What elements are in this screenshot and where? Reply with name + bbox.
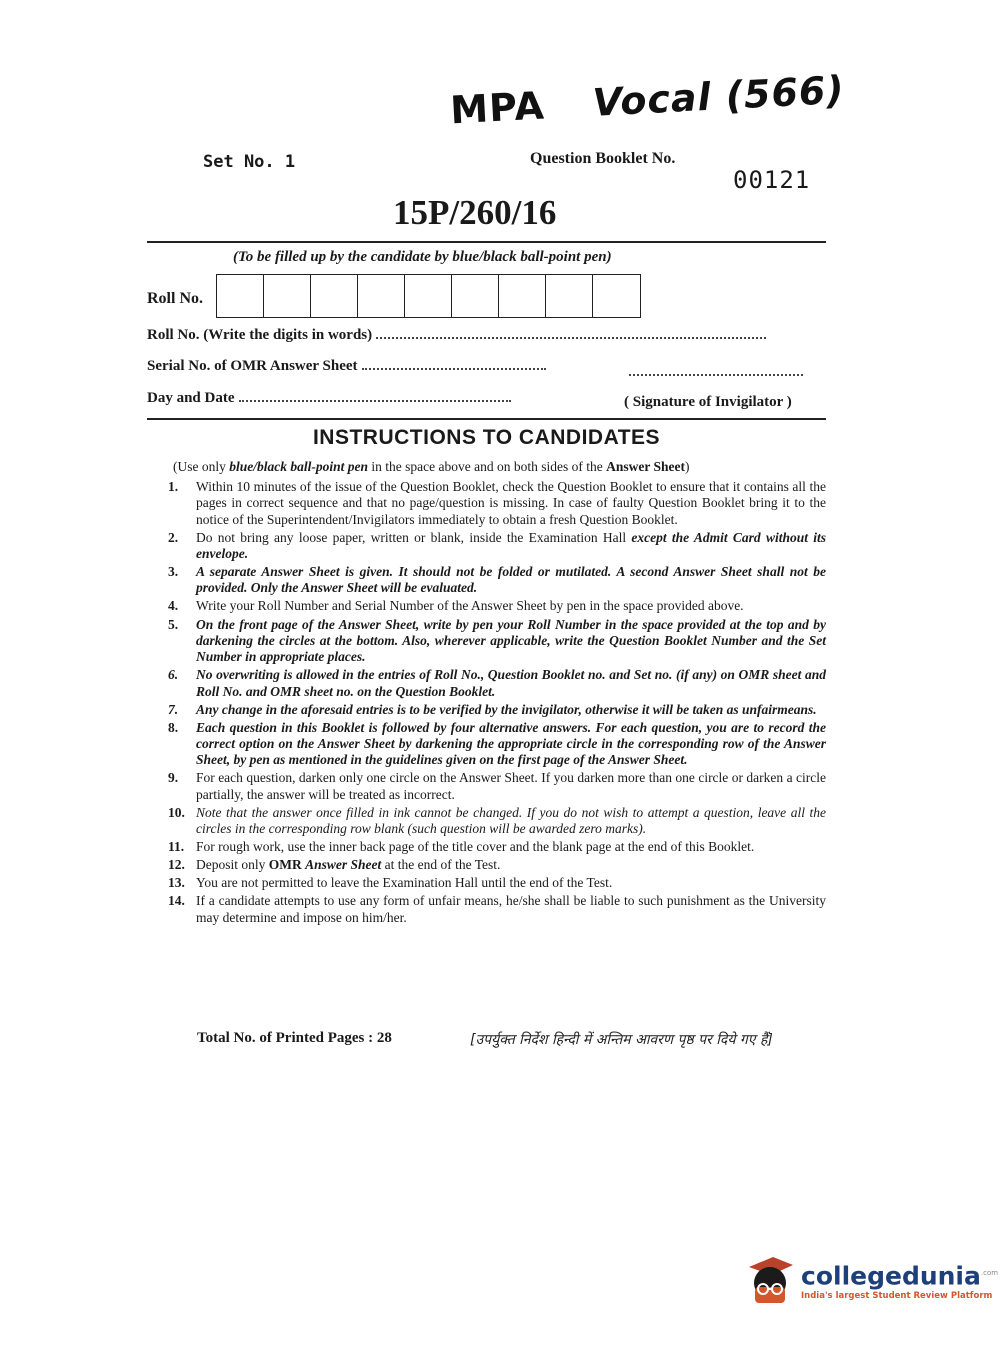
roll-no-words-line — [376, 336, 766, 339]
instruction-item — [168, 805, 826, 838]
roll-digit-box — [452, 275, 499, 317]
instruction-number: 11. — [168, 839, 185, 855]
instruction-number: 6. — [168, 667, 179, 683]
instruction-item — [168, 617, 826, 666]
instructions-list — [168, 479, 826, 928]
instruction-item — [168, 702, 826, 718]
roll-digit-box — [217, 275, 264, 317]
instruction-number: 13. — [168, 875, 185, 891]
brand-suffix: .com — [980, 1268, 999, 1277]
instruction-text: Write your Roll Number and Serial Number of the Answer Sheet by pen in the space provided above. — [196, 598, 744, 614]
use-only-pen: blue/black ball-point pen — [229, 459, 369, 474]
instruction-emphasis: except the Admit Card without its envelope. — [196, 529, 826, 561]
instruction-number: 14. — [168, 893, 185, 909]
use-only-note — [173, 459, 689, 475]
serial-omr-line — [362, 367, 546, 370]
instruction-item — [168, 839, 826, 855]
instruction-item — [168, 770, 826, 803]
instruction-number: 1. — [168, 479, 179, 494]
instruction-number: 3. — [168, 564, 179, 580]
instruction-number: 9. — [168, 770, 179, 786]
header-divider — [147, 241, 826, 243]
instruction-text: On the front page of the Answer Sheet, write by pen your Roll Number in the space provided at the top and by darkening the circles at the bottom. Also, wherever applicable, write the Question Booklet Number and the Set Number in appropriate places. — [196, 616, 826, 665]
day-date-line — [239, 399, 511, 402]
use-only-text-mid: in the space above and on both sides of the — [368, 459, 607, 474]
instruction-plain: Deposit only — [196, 857, 269, 873]
instruction-text: For rough work, use the inner back page of the title cover and the blank page at the end of this Booklet. — [196, 839, 755, 855]
collegedunia-watermark — [743, 1253, 998, 1307]
set-number: Set No. 1 — [203, 152, 296, 172]
brand-word: collegedunia — [801, 1261, 981, 1291]
instruction-item — [168, 598, 826, 614]
roll-digit-box — [405, 275, 452, 317]
roll-no-label: Roll No. — [147, 290, 203, 307]
instruction-item — [168, 667, 826, 700]
question-booklet-label: Question Booklet No. — [530, 150, 676, 167]
roll-digit-box — [593, 275, 640, 317]
brand-text — [801, 1259, 998, 1301]
paper-code: 15P/260/16 — [393, 193, 557, 232]
instruction-text — [196, 857, 826, 873]
form-divider — [147, 418, 826, 420]
brand-tagline: India's largest Student Review Platform — [801, 1291, 993, 1302]
use-only-close: ) — [684, 459, 690, 474]
instruction-number: 2. — [168, 529, 179, 545]
instruction-number: 5. — [168, 616, 179, 632]
instruction-number: 4. — [168, 598, 179, 614]
instruction-text: Each question in this Booklet is followed by four alternative answers. For each question, you are to record the correct option on the Answer Sheet by darkening the appropriate circle in the corresponding row of the Answer Sheet, by pen as mentioned in the guidelines given on the first page of the Answer Sheet. — [196, 719, 826, 768]
instruction-item — [168, 875, 826, 891]
question-booklet-number: 00121 — [733, 166, 811, 194]
use-only-answer-sheet: Answer Sheet — [606, 459, 685, 474]
roll-digit-box — [311, 275, 358, 317]
serial-omr-label: Serial No. of OMR Answer Sheet — [147, 358, 358, 374]
instruction-tail: at the end of the Test. — [381, 857, 501, 873]
use-only-text: (Use only — [173, 459, 230, 474]
roll-digit-box — [546, 275, 593, 317]
handwritten-subject-note — [449, 68, 846, 133]
instruction-number: 12. — [168, 857, 185, 873]
instruction-text: Any change in the aforesaid entries is to be verified by the invigilator, otherwise it will be taken as unfairmeans. — [196, 701, 817, 717]
instruction-text — [196, 479, 826, 528]
instruction-bold: OMR — [268, 857, 306, 873]
instruction-number: 7. — [168, 701, 179, 717]
roll-no-words-label: Roll No. (Write the digits in words) — [147, 327, 373, 343]
roll-no-boxes — [216, 274, 641, 318]
instruction-number: 8. — [168, 719, 179, 735]
instruction-item — [168, 857, 826, 873]
roll-digit-box — [264, 275, 311, 317]
instruction-text: You are not permitted to leave the Examination Hall until the end of the Test. — [196, 875, 613, 891]
day-date-label: Day and Date — [147, 390, 235, 406]
instruction-item — [168, 530, 826, 563]
instruction-text: A separate Answer Sheet is given. It should not be folded or mutilated. A second Answer Sheet shall not be provided. Only the Answer Sheet will be evaluated. — [196, 564, 826, 596]
instruction-text: If a candidate attempts to use any form of unfair means, he/she shall be liable to such punishment as the University may determine and impose on him/her. — [196, 893, 826, 925]
fill-instruction: (To be filled up by the candidate by blue/black ball-point pen) — [233, 249, 612, 265]
instruction-plain: Do not bring any loose paper, written or blank, inside the Examination Hall — [196, 529, 632, 545]
roll-no-words-field — [147, 327, 766, 344]
instruction-item — [168, 720, 826, 769]
instruction-item — [168, 564, 826, 597]
roll-digit-box — [358, 275, 405, 317]
instruction-text: For each question, darken only one circle on the Answer Sheet. If you darken more than one circle or darken a circle partially, the answer will be treated as incorrect. — [196, 770, 826, 802]
hindi-instruction-note: [उपर्युक्त निर्देश हिन्दी में अन्तिम आवरण पृष्ठ पर दिये गए हैं] — [470, 1032, 773, 1048]
instruction-item — [168, 479, 826, 528]
day-date-field — [147, 390, 511, 407]
brand-name — [801, 1259, 998, 1290]
instruction-text — [196, 530, 826, 563]
instruction-text: Note that the answer once filled in ink cannot be changed. If you do not wish to attempt a question, leave all the circles in the corresponding row blank (such question will be awarded zero marks). — [196, 804, 826, 837]
handwritten-subject: Vocal (566) — [591, 67, 846, 125]
instruction-plain: Within 10 minutes of the issue of the Question Booklet, check the Question Booklet to ensure that it contains all the pages in correct sequence and that no page/question is missing. In case of faulty Question Booklet bring it to the notice of the Superintendent/Invigilators immediately to obtain a fresh Question Booklet. — [196, 479, 826, 527]
handwritten-course: MPA — [449, 83, 546, 133]
instructions-title: INSTRUCTIONS TO CANDIDATES — [312, 426, 661, 449]
total-printed-pages: Total No. of Printed Pages : 28 — [197, 1030, 392, 1046]
serial-omr-field — [147, 358, 546, 375]
instruction-number: 10. — [168, 804, 185, 820]
mascot-icon — [743, 1253, 797, 1307]
signature-label: ( Signature of Invigilator ) — [624, 394, 792, 410]
instruction-item — [168, 893, 826, 926]
instruction-text: No overwriting is allowed in the entries of Roll No., Question Booklet no. and Set no. (if any) on OMR sheet and Roll No. and OMR sheet no. on the Question Booklet. — [196, 667, 826, 699]
roll-digit-box — [499, 275, 546, 317]
signature-line — [629, 374, 803, 376]
instruction-emphasis: Answer Sheet — [305, 857, 382, 873]
